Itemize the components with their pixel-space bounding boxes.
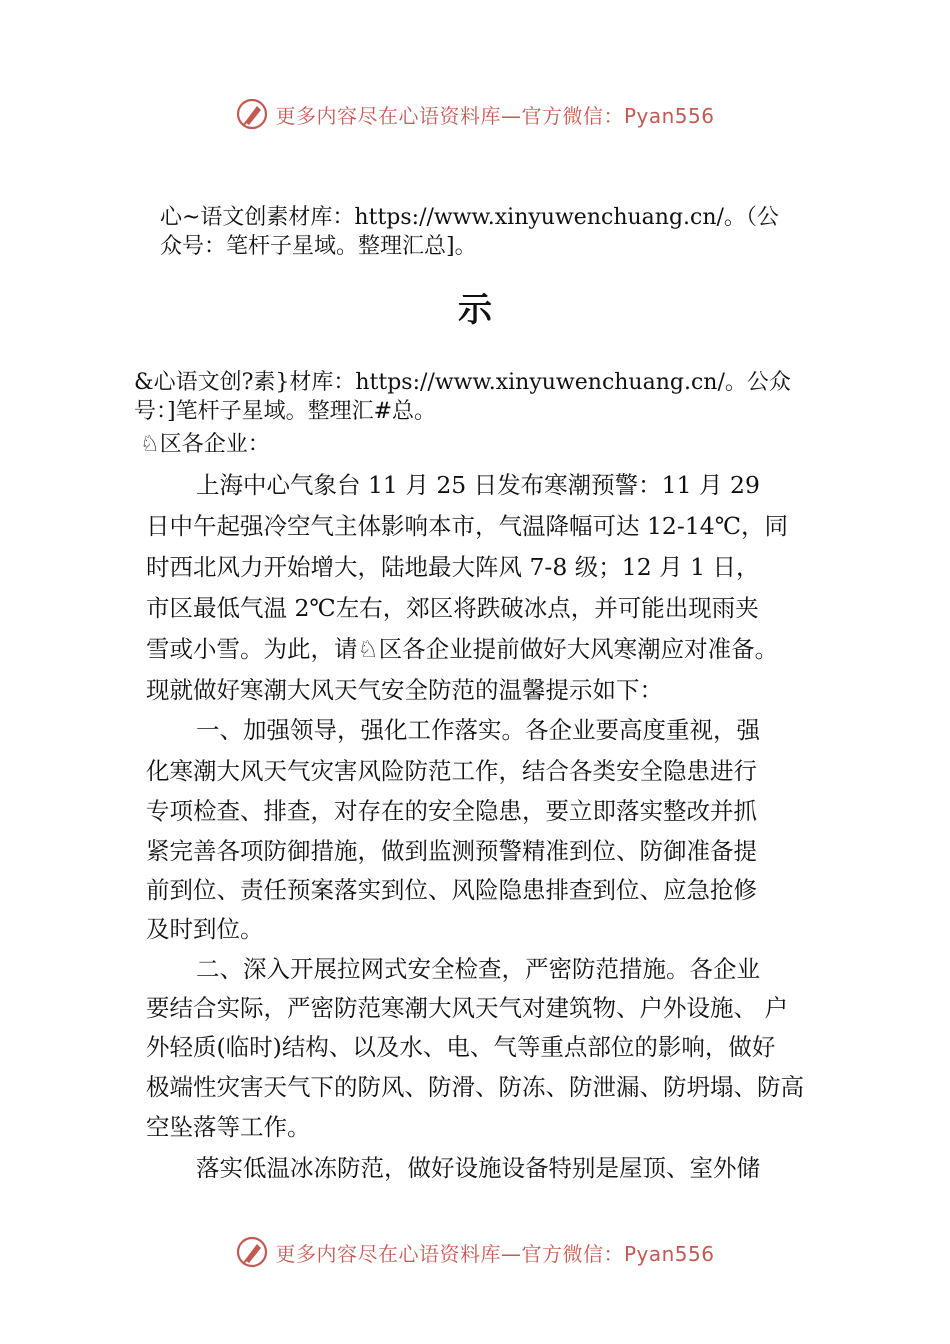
banner-text: 更多内容尽在心语资料库—官方微信：Pyan556 (275, 1241, 715, 1266)
page-title: 示 (458, 290, 492, 330)
body-line: 日中午起强冷空气主体影响本市，气温降幅可达 12-14℃，同 (146, 512, 789, 540)
body-line: 外轻质(临时)结构、以及水、电、气等重点部位的影响，做好 (146, 1033, 776, 1061)
body-line: 二、深入开展拉网式安全检查，严密防范措施。各企业 (196, 955, 760, 983)
bottom-watermark-banner (0, 1232, 950, 1272)
body-line: 雪或小雪。为此，请♘区各企业提前做好大风寒潮应对准备。 (146, 635, 779, 663)
header-note-line: 号：]笔杆子星域。整理汇#总。 (134, 399, 437, 424)
body-line: 极端性灾害天气下的防风、防滑、防冻、防泄漏、防坍塌、防高 (146, 1073, 804, 1101)
header-note-line: &心语文创?素}材库：https://www.xinyuwenchuang.cn/。公众 (134, 370, 791, 395)
pen-nib-seal-icon (235, 1235, 269, 1269)
body-line: 一、加强领导，强化工作落实。各企业要高度重视，强 (196, 716, 760, 744)
banner-text: 更多内容尽在心语资料库—官方微信：Pyan556 (275, 103, 715, 128)
body-line: 专项检查、排查，对存在的安全隐患，要立即落实整改并抓 (146, 797, 757, 825)
body-line: 市区最低气温 2℃左右，郊区将跌破冰点，并可能出现雨夹 (146, 594, 759, 622)
body-line: 空坠落等工作。 (146, 1113, 311, 1141)
body-line: 前到位、责任预案落实到位、风险隐患排查到位、应急抢修 (146, 876, 757, 904)
top-watermark-banner (0, 94, 950, 134)
salutation: ♘区各企业： (140, 432, 270, 457)
header-note-line: 心~语文创素材库：https://www.xinyuwenchuang.cn/。（公 (160, 205, 779, 230)
body-line: 化寒潮大风天气灾害风险防范工作，结合各类安全隐患进行 (146, 757, 757, 785)
header-note-line: 众号：笔杆子星域。整理汇总]。 (160, 234, 477, 259)
body-line: 上海中心气象台 11 月 25 日发布寒潮预警：11 月 29 (196, 471, 760, 499)
body-line: 紧完善各项防御措施，做到监测预警精准到位、防御准备提 (146, 837, 757, 865)
body-line: 时西北风力开始增大，陆地最大阵风 7-8 级；12 月 1 日， (146, 553, 760, 581)
body-line: 及时到位。 (146, 915, 264, 943)
body-line: 要结合实际，严密防范寒潮大风天气对建筑物、户外设施、 户 (146, 994, 788, 1022)
body-line: 落实低温冰冻防范，做好设施设备特别是屋顶、室外储 (196, 1154, 760, 1182)
body-line: 现就做好寒潮大风天气安全防范的温馨提示如下： (146, 676, 663, 704)
pen-nib-seal-icon (235, 97, 269, 131)
